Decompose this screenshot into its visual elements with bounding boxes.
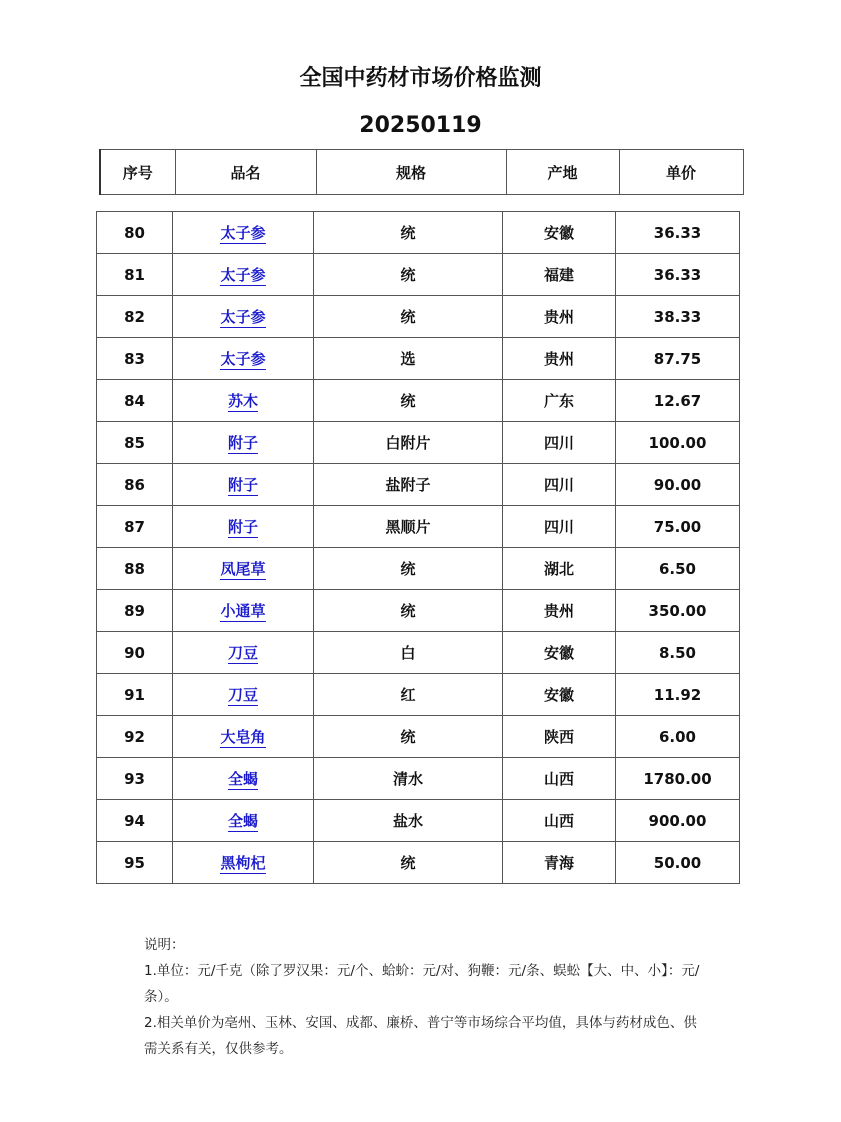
table-row	[97, 758, 740, 800]
cell-spec: 盐水	[314, 800, 503, 842]
table-row	[97, 212, 740, 254]
cell-origin: 安徽	[503, 212, 616, 254]
table-row	[97, 716, 740, 758]
cell-price: 36.33	[616, 254, 740, 296]
cell-spec: 统	[314, 716, 503, 758]
herb-name-link[interactable]: 太子参	[220, 266, 266, 284]
cell-number: 93	[97, 758, 173, 800]
cell-price: 900.00	[616, 800, 740, 842]
herb-name-link[interactable]: 附子	[227, 434, 258, 452]
cell-number: 87	[97, 506, 173, 548]
cell-origin: 贵州	[503, 296, 616, 338]
table-row	[97, 842, 740, 884]
table-row	[97, 380, 740, 422]
cell-spec: 白	[314, 632, 503, 674]
cell-spec: 统	[314, 548, 503, 590]
cell-name	[173, 212, 314, 254]
cell-origin: 山西	[503, 758, 616, 800]
cell-number: 81	[97, 254, 173, 296]
cell-name	[173, 464, 314, 506]
cell-number: 94	[97, 800, 173, 842]
cell-number: 91	[97, 674, 173, 716]
cell-price: 75.00	[616, 506, 740, 548]
table-row	[97, 548, 740, 590]
herb-name-link[interactable]: 小通草	[220, 602, 266, 620]
table-row	[97, 674, 740, 716]
herb-name-link[interactable]: 大皂角	[220, 728, 266, 746]
table-row	[97, 422, 740, 464]
cell-name	[173, 296, 314, 338]
cell-name	[173, 254, 314, 296]
cell-spec: 白附片	[314, 422, 503, 464]
cell-name	[173, 758, 314, 800]
cell-spec: 选	[314, 338, 503, 380]
notes-line-1: 1.单位：元/千克（除了罗汉果：元/个、蛤蚧：元/对、狗鞭：元/条、蜈蚣【大、中、小】：元/条）。	[144, 963, 700, 1005]
cell-number: 92	[97, 716, 173, 758]
cell-name	[173, 338, 314, 380]
cell-number: 88	[97, 548, 173, 590]
cell-origin: 福建	[503, 254, 616, 296]
cell-price: 1780.00	[616, 758, 740, 800]
table-row	[97, 590, 740, 632]
herb-name-link[interactable]: 附子	[227, 476, 258, 494]
cell-origin: 四川	[503, 464, 616, 506]
cell-spec: 统	[314, 254, 503, 296]
herb-name-link[interactable]: 刀豆	[227, 644, 258, 662]
table-row	[97, 800, 740, 842]
notes-heading: 说明：	[144, 937, 185, 953]
cell-name	[173, 548, 314, 590]
cell-spec: 红	[314, 674, 503, 716]
cell-number: 86	[97, 464, 173, 506]
cell-spec: 统	[314, 380, 503, 422]
cell-spec: 统	[314, 296, 503, 338]
cell-price: 90.00	[616, 464, 740, 506]
cell-spec: 统	[314, 590, 503, 632]
cell-number: 89	[97, 590, 173, 632]
herb-name-link[interactable]: 刀豆	[227, 686, 258, 704]
cell-spec: 黑顺片	[314, 506, 503, 548]
cell-name	[173, 842, 314, 884]
page-title: 全国中药材市场价格监测	[299, 66, 542, 91]
cell-price: 11.92	[616, 674, 740, 716]
cell-price: 100.00	[616, 422, 740, 464]
cell-price: 350.00	[616, 590, 740, 632]
cell-number: 83	[97, 338, 173, 380]
cell-origin: 安徽	[503, 674, 616, 716]
cell-origin: 山西	[503, 800, 616, 842]
price-table-body	[97, 212, 740, 884]
cell-number: 90	[97, 632, 173, 674]
cell-name	[173, 380, 314, 422]
herb-name-link[interactable]: 凤尾草	[220, 560, 266, 578]
column-header-name: 品名	[175, 150, 316, 195]
cell-spec: 盐附子	[314, 464, 503, 506]
cell-name	[173, 632, 314, 674]
herb-name-link[interactable]: 全蝎	[227, 770, 258, 788]
cell-origin: 湖北	[503, 548, 616, 590]
cell-origin: 陕西	[503, 716, 616, 758]
herb-name-link[interactable]: 太子参	[220, 350, 266, 368]
cell-price: 6.50	[616, 548, 740, 590]
notes-section	[144, 932, 704, 1062]
column-header-price: 单价	[619, 150, 743, 195]
table-row	[97, 338, 740, 380]
cell-name	[173, 590, 314, 632]
cell-origin: 青海	[503, 842, 616, 884]
cell-origin: 安徽	[503, 632, 616, 674]
herb-name-link[interactable]: 全蝎	[227, 812, 258, 830]
cell-origin: 贵州	[503, 338, 616, 380]
report-date: 20250119	[359, 113, 482, 138]
table-row	[97, 506, 740, 548]
cell-name	[173, 716, 314, 758]
cell-origin: 四川	[503, 506, 616, 548]
cell-price: 8.50	[616, 632, 740, 674]
column-header-number: 序号	[100, 150, 175, 195]
herb-name-link[interactable]: 附子	[227, 518, 258, 536]
cell-number: 84	[97, 380, 173, 422]
cell-spec: 清水	[314, 758, 503, 800]
notes-line-2: 2.相关单价为亳州、玉林、安国、成都、廉桥、普宁等市场综合平均值，具体与药材成色、供需关系有关，仅供参考。	[144, 1015, 697, 1057]
cell-price: 87.75	[616, 338, 740, 380]
cell-name	[173, 506, 314, 548]
cell-spec: 统	[314, 842, 503, 884]
table-row	[97, 632, 740, 674]
table-row	[97, 296, 740, 338]
cell-name	[173, 674, 314, 716]
cell-price: 6.00	[616, 716, 740, 758]
column-header-origin: 产地	[506, 150, 619, 195]
herb-name-link[interactable]: 黑枸杞	[220, 854, 266, 872]
cell-number: 85	[97, 422, 173, 464]
cell-name	[173, 422, 314, 464]
table-row	[97, 464, 740, 506]
cell-number: 95	[97, 842, 173, 884]
cell-name	[173, 800, 314, 842]
cell-origin: 贵州	[503, 590, 616, 632]
herb-name-link[interactable]: 苏木	[227, 392, 258, 410]
cell-number: 82	[97, 296, 173, 338]
cell-price: 38.33	[616, 296, 740, 338]
herb-name-link[interactable]: 太子参	[220, 224, 266, 242]
cell-price: 12.67	[616, 380, 740, 422]
herb-name-link[interactable]: 太子参	[220, 308, 266, 326]
column-header-spec: 规格	[316, 150, 506, 195]
cell-origin: 四川	[503, 422, 616, 464]
cell-number: 80	[97, 212, 173, 254]
cell-price: 36.33	[616, 212, 740, 254]
table-header	[99, 149, 744, 195]
cell-spec: 统	[314, 212, 503, 254]
cell-origin: 广东	[503, 380, 616, 422]
price-table	[96, 211, 740, 884]
cell-price: 50.00	[616, 842, 740, 884]
table-row	[97, 254, 740, 296]
